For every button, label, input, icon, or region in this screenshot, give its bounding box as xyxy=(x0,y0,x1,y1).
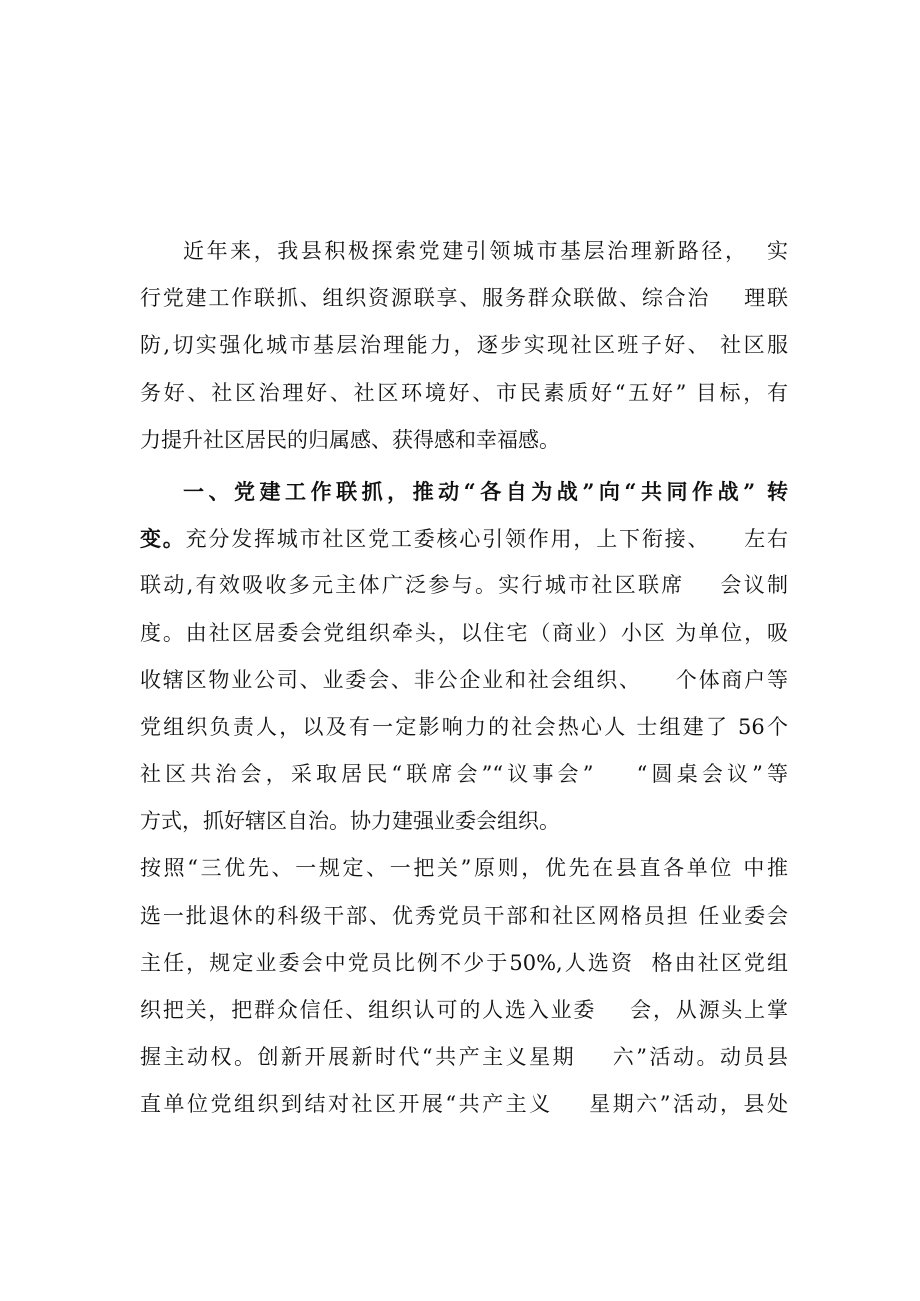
text-line: 握主动权。创新开展新时代“共产主义星期 六”活动。动员县 xyxy=(140,1045,788,1070)
text-line: 力提升社区居民的归属感、获得感和幸福感。 xyxy=(140,427,560,452)
text-line: 防,切实强化城市基层治理能力，逐步实现社区班子好、 社区服 xyxy=(140,333,788,358)
text-line: 主任，规定业委会中党员比例不少于50%,人选资 格由社区党组 xyxy=(140,950,788,975)
text-line: 选一批退休的科级干部、优秀党员干部和社区网格员担 任业委会 xyxy=(140,903,788,928)
text-line: 收辖区物业公司、业委会、非公企业和社会组织、 个体商户等 xyxy=(140,667,788,692)
text-line: 行党建工作联抓、组织资源联享、服务群众联做、综合治 理联 xyxy=(140,286,788,311)
text-line: 直单位党组织到结对社区开展“共产主义 星期六”活动，县处 xyxy=(140,1092,788,1117)
text-line: 织把关，把群众信任、组织认可的人选入业委 会，从源头上掌 xyxy=(140,998,788,1022)
text-line: 按照“三优先、一规定、一把关”原则，优先在县直各单位 中推 xyxy=(140,856,788,881)
paragraph-section-1 xyxy=(140,468,788,846)
text-line: 联动,有效吸收多元主体广泛参与。实行城市社区联席 会议制 xyxy=(140,573,788,598)
text-line: 社区共治会，采取居民“联席会”“议事会” “圆桌会议”等 xyxy=(140,762,788,787)
text-line: 党组织负责人，以及有一定影响力的社会热心人 士组建了 56个 xyxy=(140,714,788,739)
paragraph-intro xyxy=(140,228,788,464)
document-body xyxy=(140,228,788,1129)
text-line: 度。由社区居委会党组织牵头，以住宅（商业）小区 为单位，吸 xyxy=(140,620,788,645)
text-line: 方式，抓好辖区自治。协力建强业委会组织。 xyxy=(140,809,560,834)
paragraph-section-1-cont xyxy=(140,845,788,1128)
text-line-rest: 充分发挥城市社区党工委核心引领作用，上下衔接、 左右 xyxy=(185,527,788,552)
text-line xyxy=(140,515,788,562)
text-line: 务好、社区治理好、社区环境好、市民素质好“五好” 目标，有 xyxy=(140,380,788,405)
text-line: 近年来，我县积极探索党建引领城市基层治理新路径， 实 xyxy=(183,239,788,263)
section-heading-tail: 变。 xyxy=(140,526,186,552)
section-heading: 一、党建工作联抓，推动“各自为战”向“共同作战” 转 xyxy=(183,478,788,504)
